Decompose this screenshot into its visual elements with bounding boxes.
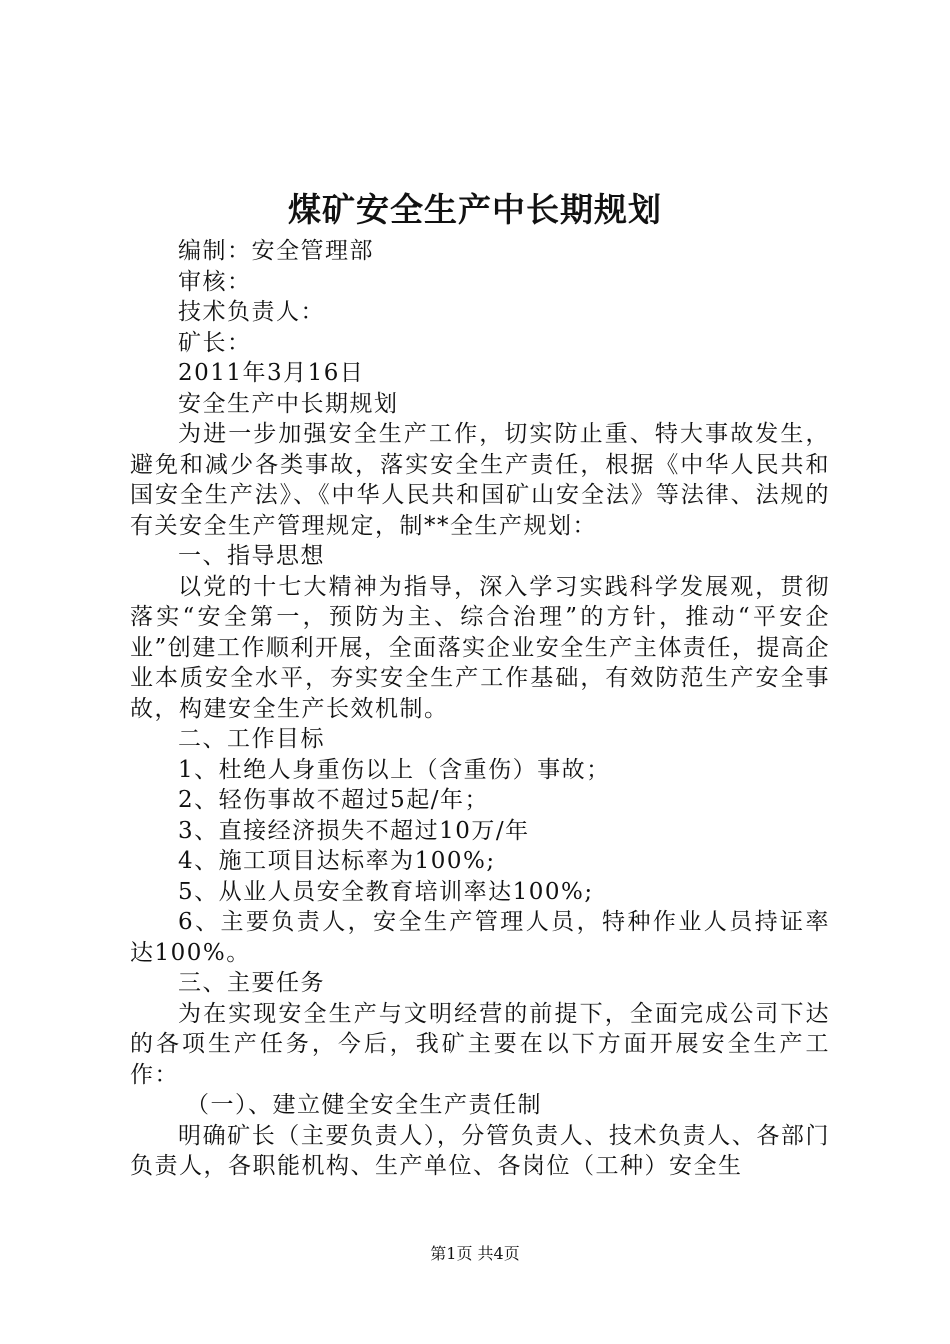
section1-paragraph: 以党的十七大精神为指导，深入学习实践科学发展观，贯彻落实“安全第一，预防为主、综合治理”的方针，推动“平安企业”创建工作顺利开展，全面落实企业安全生产主体责任，提高企业本质安全水平，夯实安全生产工作基础，有效防范生产安全事故，构建安全生产长效机制。: [130, 573, 830, 722]
goal-item: 4、施工项目达标率为100%;: [178, 848, 496, 874]
goal-item: 2、轻伤事故不超过5起/年；: [178, 787, 490, 813]
goal-item: 1、杜绝人身重伤以上（含重伤）事故；: [178, 756, 611, 783]
subtitle-line: 安全生产中长期规划: [178, 390, 399, 417]
section2-heading: 二、工作目标: [178, 726, 325, 752]
reviewer-line: 审核：: [178, 268, 252, 295]
goal-item-6: 6、主要负责人，安全生产管理人员，特种作业人员持证率达100%。: [130, 909, 830, 966]
goal-item: 3、直接经济损失不超过10万/年: [178, 817, 530, 844]
subsection1-heading: （一）、建立健全安全生产责任制: [186, 1092, 542, 1118]
tech-lead-line: 技术负责人：: [178, 299, 325, 325]
intro-paragraph: 为进一步加强安全生产工作，切实防止重、特大事故发生，避免和减少各类事故，落实安全生产责任，根据《中华人民共和国安全生产法》、《中华人民共和国矿山安全法》等法律、法规的有关安全生产管理规定，制**全生产规划：: [130, 421, 830, 539]
subsection1-paragraph: 明确矿长（主要负责人），分管负责人、技术负责人、各部门负责人，各职能机构、生产单位、各岗位（工种）安全生: [130, 1122, 830, 1179]
compiler-line: 编制：安全管理部: [178, 238, 374, 264]
document-title: 煤矿安全生产中长期规划: [288, 190, 662, 229]
document-body: [130, 236, 830, 1182]
date-line: 2011年3月16日: [178, 360, 365, 386]
section1-heading: 一、指导思想: [178, 543, 325, 569]
section3-paragraph: 为在实现安全生产与文明经营的前提下，全面完成公司下达的各项生产任务，今后，我矿主要在以下方面开展安全生产工作：: [130, 1000, 830, 1088]
mine-head-line: 矿长：: [178, 329, 252, 356]
page-indicator: 第1页 共4页: [430, 1244, 520, 1263]
section3-heading: 三、主要任务: [178, 970, 325, 996]
goal-item: 5、从业人员安全教育培训率达100%;: [178, 878, 594, 905]
